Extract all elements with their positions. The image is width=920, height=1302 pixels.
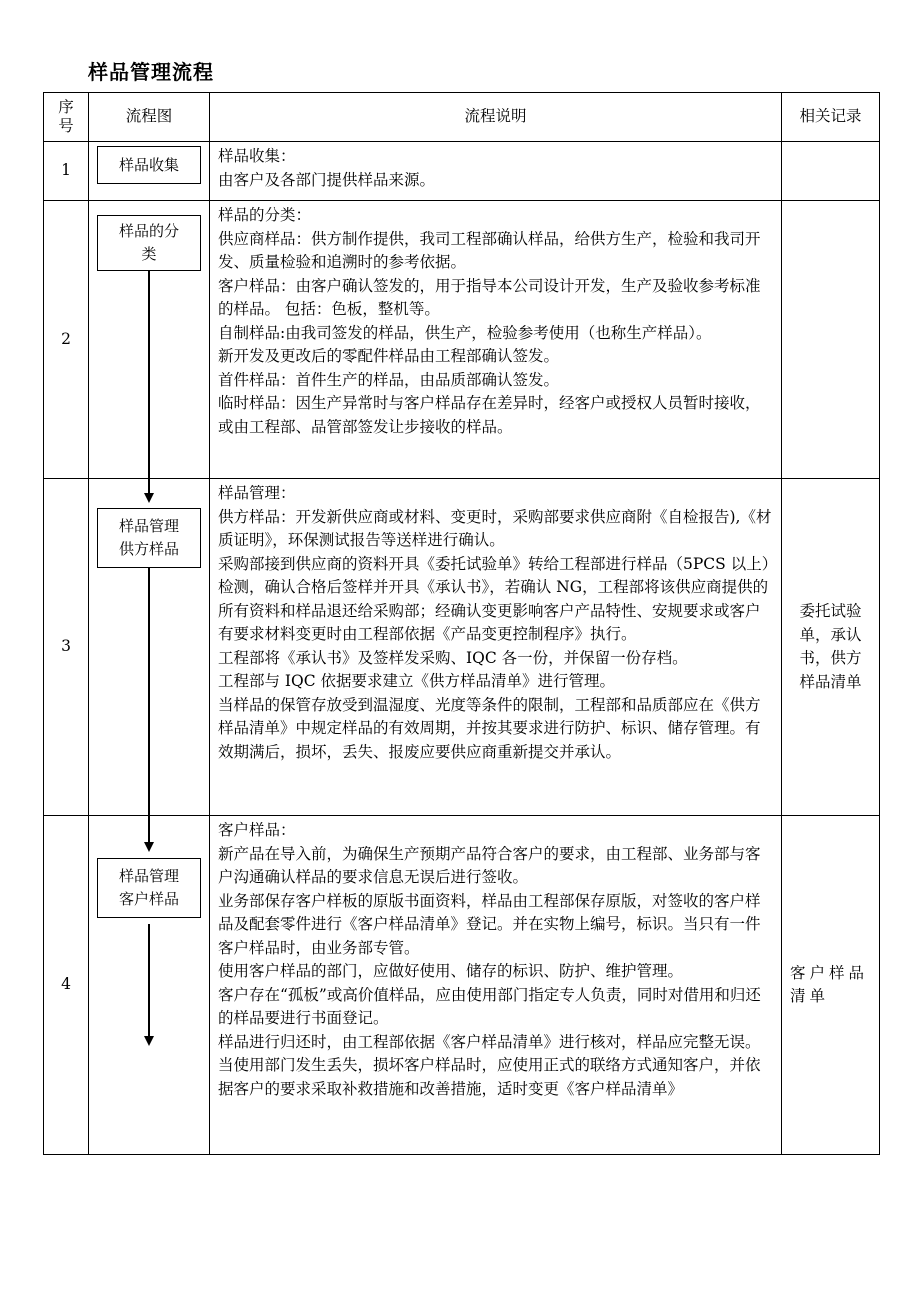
desc-cell — [210, 201, 782, 479]
record-cell — [782, 816, 880, 1155]
desc-line: 工程部将《承认书》及签样发采购、IQC 各一份，并保留一份存档。 — [218, 648, 688, 667]
desc-line: 客户存在“孤板”或高价值样品，应由使用部门指定专人负责，同时对借用和归还的样品要进行书面登记。 — [218, 985, 761, 1027]
arrow-down-icon — [144, 493, 154, 503]
flow-connector-line — [148, 271, 150, 479]
flow-connector-line — [148, 924, 150, 1036]
flow-box-supplier-text: 样品管理供方样品 — [118, 517, 179, 558]
desc-line: 自制样品:由我司签发的样品，供生产，检验参考使用（也称生产样品）。 — [218, 323, 712, 342]
desc-line: 客户样品：由客户确认签发的，用于指导本公司设计开发，生产及验收参考标准的样品。 包括：色板，整机等。 — [218, 276, 761, 318]
flow-box-classify — [97, 215, 201, 271]
page-title: 样品管理流程 — [88, 60, 214, 84]
flow-box-customer — [97, 858, 201, 918]
record-text: 委托试验单，承认书，供方样品清单 — [799, 602, 862, 691]
header-desc: 流程说明 — [210, 93, 782, 142]
desc-line: 样品收集： — [218, 147, 296, 165]
desc-line: 使用客户样品的部门，应做好使用、储存的标识、防护、维护管理。 — [218, 962, 684, 980]
desc-line: 供方样品：开发新供应商或材料、变更时，采购部要求供应商附《自检报告),《材质证明》，环保测试报告等送样进行确认。 — [218, 507, 772, 549]
desc-line: 当使用部门发生丢失，损坏客户样品时，应使用正式的联络方式通知客户，并依据客户的要求采取补救措施和改善措施，适时变更《客户样品清单》 — [218, 1056, 761, 1098]
desc-line: 当样品的保管存放受到温湿度、光度等条件的限制，工程部和品质部应在《供方样品清单》中规定样品的有效周期，并按其要求进行防护、标识、储存管理。有效期满后，损坏，丢失、报废应要供应商重新提交并承认。 — [218, 695, 761, 761]
desc-line: 客户样品： — [218, 821, 296, 839]
flow-cell — [89, 201, 210, 479]
table-row — [44, 816, 880, 1155]
desc-cell — [210, 142, 782, 201]
flow-box-customer-text: 样品管理客户样品 — [118, 867, 179, 908]
flow-connector-line — [148, 816, 150, 842]
arrow-down-icon — [144, 1036, 154, 1046]
desc-line: 样品管理： — [218, 484, 296, 502]
row-seq: 1 — [44, 142, 89, 201]
flow-box-supplier — [97, 508, 201, 568]
flow-cell — [89, 479, 210, 816]
record-text: 客户样品清单 — [790, 963, 869, 1005]
desc-line: 采购部接到供应商的资料开具《委托试验单》转给工程部进行样品（5PCS 以上）检测，确认合格后签样并开具《承认书》，若确认 NG，工程部将该供应商提供的所有资料和样品退还给采购部；经确认变更影响客户产品特性、安规要求或客户有要求材料变更时由工程部依据《产品变更控制程序》执行。 — [218, 554, 770, 643]
header-seq-text: 序号 — [58, 98, 74, 135]
flow-connector-line — [148, 479, 150, 493]
desc-cell — [210, 816, 782, 1155]
flow-box-classify-text: 样品的分类 — [118, 222, 179, 263]
process-table — [43, 92, 880, 1155]
record-cell — [782, 479, 880, 816]
flow-cell — [89, 142, 210, 201]
desc-line: 工程部与 IQC 依据要求建立《供方样品清单》进行管理。 — [218, 672, 616, 690]
desc-line: 临时样品：因生产异常时与客户样品存在差异时，经客户或授权人员暂时接收，或由工程部、品管部签发让步接收的样品。 — [218, 394, 761, 436]
desc-line: 首件样品：首件生产的样品，由品质部确认签发。 — [218, 370, 560, 389]
flow-connector-line — [148, 568, 150, 816]
header-flow: 流程图 — [89, 93, 210, 142]
record-cell — [782, 201, 880, 479]
row-seq: 4 — [44, 816, 89, 1155]
desc-line: 由客户及各部门提供样品来源。 — [218, 170, 436, 189]
table-row — [44, 201, 880, 479]
desc-line: 新开发及更改后的零配件样品由工程部确认签发。 — [218, 347, 560, 365]
desc-cell — [210, 479, 782, 816]
row-seq: 2 — [44, 201, 89, 479]
desc-line: 业务部保存客户样板的原版书面资料，样品由工程部保存原版，对签收的客户样品及配套零件进行《客户样品清单》登记。并在实物上编号，标识。当只有一件客户样品时，由业务部专管。 — [218, 891, 761, 957]
arrow-down-icon — [144, 842, 154, 852]
table-row — [44, 479, 880, 816]
row-seq: 3 — [44, 479, 89, 816]
header-seq — [44, 93, 89, 142]
desc-line: 样品进行归还时，由工程部依据《客户样品清单》进行核对，样品应完整无误。 — [218, 1032, 761, 1051]
desc-line: 样品的分类： — [218, 206, 312, 224]
header-rec: 相关记录 — [782, 93, 880, 142]
flow-box-collect: 样品收集 — [97, 146, 201, 184]
flow-cell — [89, 816, 210, 1155]
desc-line: 供应商样品：供方制作提供，我司工程部确认样品，给供方生产，检验和我司开发、质量检验和追溯时的参考依据。 — [218, 229, 761, 271]
desc-line: 新产品在导入前，为确保生产预期产品符合客户的要求，由工程部、业务部与客户沟通确认样品的要求信息无误后进行签收。 — [218, 844, 761, 886]
table-header-row — [44, 93, 880, 142]
record-cell — [782, 142, 880, 201]
table-row — [44, 142, 880, 201]
